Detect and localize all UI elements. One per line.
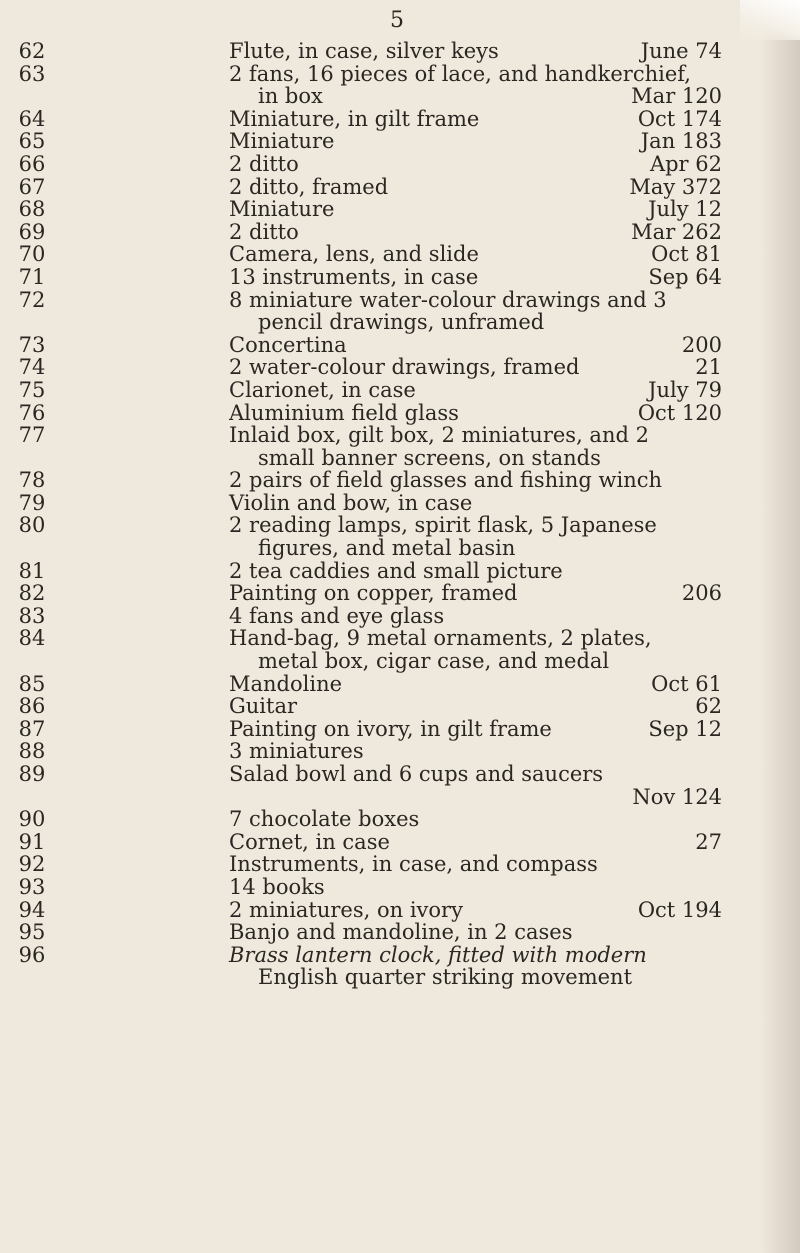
entry-line: [0, 514, 800, 537]
item-date: June 74: [640, 39, 722, 63]
entry-line: [0, 582, 800, 605]
item-description: 13 instruments, in case: [229, 264, 479, 289]
list-item: [0, 740, 800, 763]
lot-number: 62: [18, 39, 46, 63]
lot-number: 85: [18, 671, 46, 696]
item-description: Miniature: [229, 129, 335, 154]
item-date: 27: [695, 829, 722, 854]
entry-line: [0, 402, 800, 425]
entry-line: [0, 695, 800, 718]
item-description: 3 miniatures: [229, 739, 364, 764]
item-description: Guitar: [229, 694, 298, 719]
entry-line: [0, 492, 800, 515]
item-date: Sep 12: [648, 716, 722, 741]
item-description: 2 ditto, framed: [229, 174, 389, 199]
entry-line: [0, 537, 800, 560]
list-item: [0, 921, 800, 944]
entry-line: [0, 198, 800, 221]
lot-number: 86: [18, 694, 46, 719]
item-date: 200: [681, 332, 722, 357]
list-item: [0, 130, 800, 153]
item-date: 62: [695, 694, 722, 719]
entry-line: [0, 334, 800, 357]
item-description: pencil drawings, unframed: [258, 310, 545, 335]
entry-line: [0, 63, 800, 86]
item-date: 206: [681, 581, 722, 606]
list-item: [0, 334, 800, 357]
item-description: small banner screens, on stands: [258, 445, 601, 470]
entry-line: [0, 627, 800, 650]
item-description: Inlaid box, gilt box, 2 miniatures, and 2: [229, 423, 649, 448]
lot-number: 92: [18, 852, 46, 877]
lot-number: 79: [18, 490, 46, 515]
list-item: [0, 718, 800, 741]
item-description: 8 miniature water-colour drawings and 3: [229, 287, 667, 312]
item-description: Aluminium field glass: [229, 400, 459, 425]
item-date: Mar 262: [631, 219, 722, 244]
entry-line: [0, 243, 800, 266]
item-description: figures, and metal basin: [258, 536, 516, 561]
entry-line: [0, 853, 800, 876]
lot-number: 93: [18, 874, 46, 899]
item-description: Painting on copper, framed: [229, 581, 518, 606]
lot-number: 71: [18, 264, 46, 289]
item-description: 2 ditto: [229, 219, 299, 244]
list-item: [0, 763, 800, 808]
entry-line: [0, 40, 800, 63]
list-item: [0, 605, 800, 628]
item-description: 7 chocolate boxes: [229, 807, 420, 832]
list-item: [0, 176, 800, 199]
entry-line: [0, 266, 800, 289]
entry-line: [0, 605, 800, 628]
item-description: Clarionet, in case: [229, 377, 416, 402]
lot-number: 88: [18, 739, 46, 764]
list-item: [0, 899, 800, 922]
item-date: Oct 194: [637, 897, 722, 922]
item-date: Oct 174: [637, 106, 722, 131]
lot-number: 69: [18, 219, 46, 244]
item-description: Miniature, in gilt frame: [229, 106, 480, 131]
list-item: [0, 289, 800, 334]
entry-line: [0, 921, 800, 944]
list-item: [0, 514, 800, 559]
lot-number: 94: [18, 897, 46, 922]
list-item: [0, 853, 800, 876]
item-date: 21: [695, 355, 722, 380]
entry-line: [0, 469, 800, 492]
list-item: [0, 469, 800, 492]
lot-number: 91: [18, 829, 46, 854]
item-description: 2 miniatures, on ivory: [229, 897, 463, 922]
entry-line: [0, 808, 800, 831]
lot-number: 64: [18, 106, 46, 131]
entry-line: [0, 831, 800, 854]
item-date: Oct 120: [637, 400, 722, 425]
lot-number: 73: [18, 332, 46, 357]
item-description: 2 water-colour drawings, framed: [229, 355, 580, 380]
entry-line: [0, 311, 800, 334]
lot-number: 72: [18, 287, 46, 312]
item-description: Flute, in case, silver keys: [229, 39, 499, 63]
list-item: [0, 40, 800, 63]
entry-line: [0, 176, 800, 199]
list-item: [0, 582, 800, 605]
list-item: [0, 695, 800, 718]
list-item: [0, 627, 800, 672]
entry-line: [0, 899, 800, 922]
entry-line: [0, 786, 800, 809]
lot-number: 66: [18, 151, 46, 176]
entry-line: [0, 944, 800, 967]
lot-number: 81: [18, 558, 46, 583]
item-description: 2 fans, 16 pieces of lace, and handkerchief,: [229, 61, 691, 86]
item-date: Sep 64: [648, 264, 722, 289]
entry-line: [0, 85, 800, 108]
entry-line: [0, 560, 800, 583]
item-description: Mandoline: [229, 671, 343, 696]
item-description: in box: [258, 84, 323, 109]
item-date: Apr 62: [649, 151, 722, 176]
item-description: 2 ditto: [229, 151, 299, 176]
lot-number: 67: [18, 174, 46, 199]
lot-number: 74: [18, 355, 46, 380]
item-description: English quarter striking movement: [258, 965, 633, 990]
entry-line: [0, 763, 800, 786]
list-item: [0, 831, 800, 854]
lot-number: 80: [18, 513, 46, 538]
lot-number: 84: [18, 626, 46, 651]
item-description: Hand-bag, 9 metal ornaments, 2 plates,: [229, 626, 652, 651]
item-description: 4 fans and eye glass: [229, 603, 445, 628]
item-description: 14 books: [229, 874, 325, 899]
item-description: Banjo and mandoline, in 2 cases: [229, 920, 573, 945]
item-description: 2 reading lamps, spirit flask, 5 Japanese: [229, 513, 657, 538]
item-description: Camera, lens, and slide: [229, 242, 479, 267]
lot-number: 90: [18, 807, 46, 832]
list-item: [0, 63, 800, 108]
page-number: 5: [390, 8, 404, 33]
item-date: Jan 183: [640, 129, 722, 154]
item-description: Concertina: [229, 332, 347, 357]
entry-line: [0, 447, 800, 470]
entry-line: [0, 153, 800, 176]
entry-line: [0, 424, 800, 447]
lot-number: 83: [18, 603, 46, 628]
lot-number: 78: [18, 468, 46, 493]
item-date: July 12: [648, 197, 722, 222]
item-date: July 79: [648, 377, 722, 402]
lot-number: 75: [18, 377, 46, 402]
lot-number: 76: [18, 400, 46, 425]
entry-line: [0, 356, 800, 379]
inventory-list: [0, 40, 800, 989]
item-date: Nov 124: [632, 784, 722, 809]
list-item: [0, 198, 800, 221]
entry-line: [0, 379, 800, 402]
entry-line: [0, 718, 800, 741]
list-item: [0, 356, 800, 379]
list-item: [0, 379, 800, 402]
item-description: Painting on ivory, in gilt frame: [229, 716, 552, 741]
item-description: 2 tea caddies and small picture: [229, 558, 563, 583]
lot-number: 95: [18, 920, 46, 945]
list-item: [0, 266, 800, 289]
item-description: metal box, cigar case, and medal: [258, 649, 610, 674]
entry-line: [0, 876, 800, 899]
torn-corner: [740, 0, 800, 40]
entry-line: [0, 221, 800, 244]
list-item: [0, 560, 800, 583]
item-date: Oct 61: [651, 671, 722, 696]
item-date: Oct 81: [651, 242, 722, 267]
lot-number: 82: [18, 581, 46, 606]
item-description: Brass lantern clock, fitted with modern: [229, 942, 647, 967]
list-item: [0, 808, 800, 831]
item-description: Salad bowl and 6 cups and saucers: [229, 762, 604, 786]
lot-number: 65: [18, 129, 46, 154]
entry-line: [0, 289, 800, 312]
lot-number: 96: [18, 942, 46, 967]
entry-line: [0, 650, 800, 673]
lot-number: 87: [18, 716, 46, 741]
entry-line: [0, 673, 800, 696]
item-description: Cornet, in case: [229, 829, 390, 854]
list-item: [0, 944, 800, 989]
item-description: Violin and bow, in case: [229, 490, 473, 515]
list-item: [0, 424, 800, 469]
list-item: [0, 492, 800, 515]
item-date: May 372: [629, 174, 722, 199]
entry-line: [0, 966, 800, 989]
list-item: [0, 153, 800, 176]
lot-number: 68: [18, 197, 46, 222]
entry-line: [0, 740, 800, 763]
entry-line: [0, 130, 800, 153]
list-item: [0, 108, 800, 131]
item-description: Instruments, in case, and compass: [229, 852, 598, 877]
item-description: Miniature: [229, 197, 335, 222]
lot-number: 70: [18, 242, 46, 267]
list-item: [0, 243, 800, 266]
lot-number: 89: [18, 762, 46, 786]
list-item: [0, 876, 800, 899]
entry-line: [0, 108, 800, 131]
list-item: [0, 402, 800, 425]
lot-number: 77: [18, 423, 46, 448]
item-description: 2 pairs of field glasses and fishing winch: [229, 468, 663, 493]
lot-number: 63: [18, 61, 46, 86]
list-item: [0, 221, 800, 244]
list-item: [0, 673, 800, 696]
item-date: Mar 120: [631, 84, 722, 109]
